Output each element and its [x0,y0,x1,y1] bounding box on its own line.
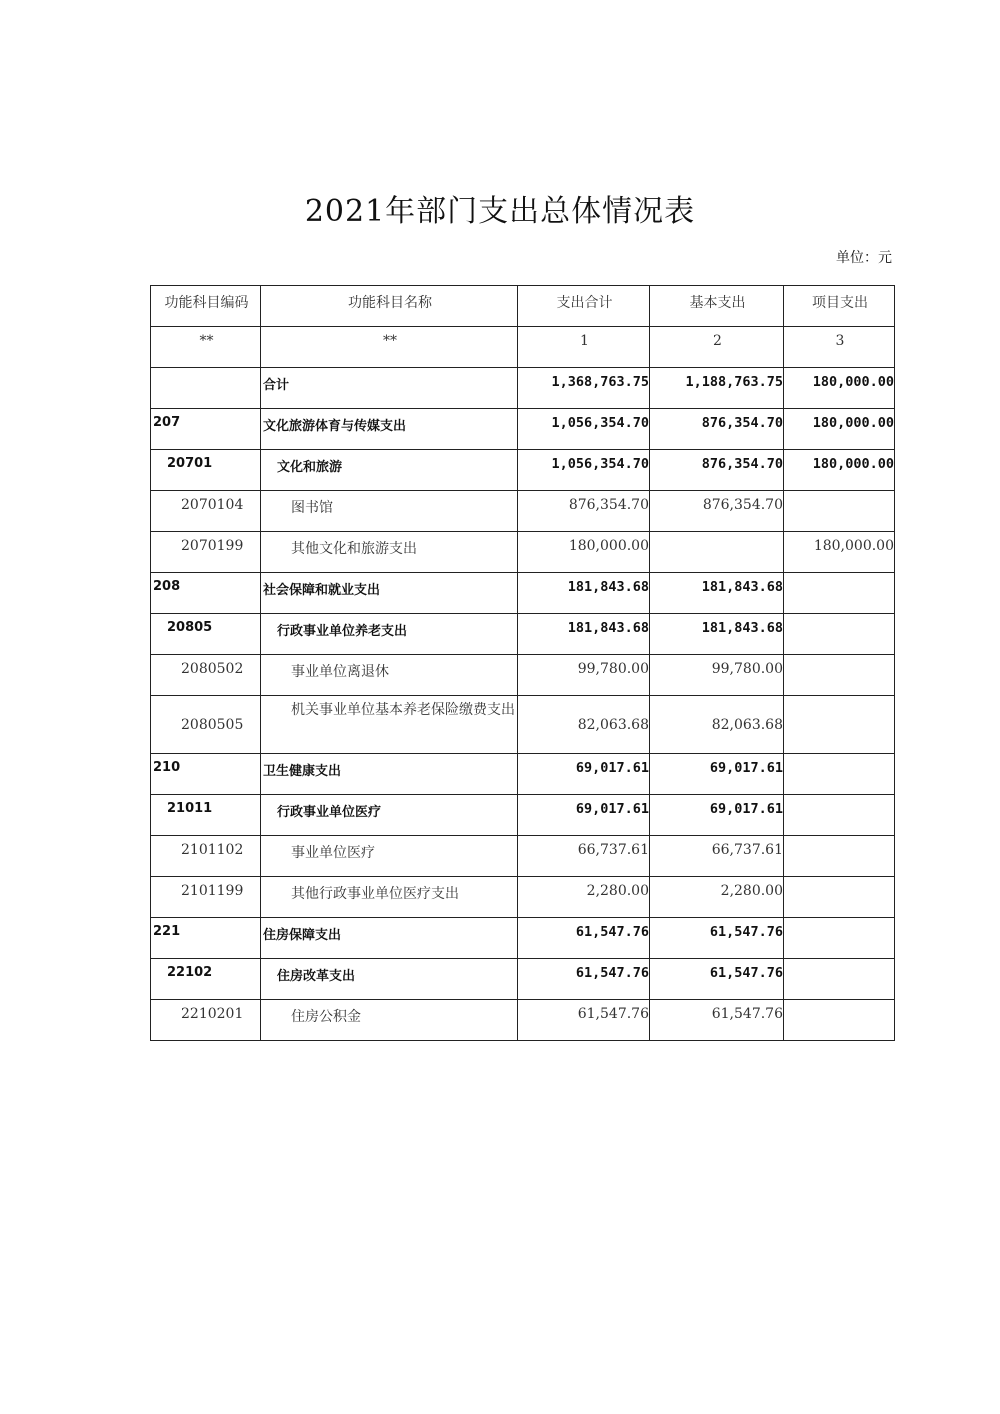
cell-total: 99,780.00 [518,655,650,696]
cell-basic: 99,780.00 [650,655,784,696]
cell-code: 210 [151,754,261,795]
table-row [151,696,895,754]
cell-name: 事业单位医疗 [261,836,518,877]
cell-name: 其他行政事业单位医疗支出 [261,877,518,918]
subheader-basic: 2 [650,327,784,368]
table-row [151,918,895,959]
cell-total: 876,354.70 [518,491,650,532]
cell-total: 61,547.76 [518,918,650,959]
cell-name: 文化和旅游 [261,450,518,491]
cell-basic: 82,063.68 [650,696,784,754]
table-row [151,836,895,877]
header-total: 支出合计 [518,286,650,327]
subheader-project: 3 [784,327,895,368]
unit-label: 单位：元 [836,250,892,266]
cell-project [784,754,895,795]
cell-code: 207 [151,409,261,450]
cell-name: 卫生健康支出 [261,754,518,795]
cell-name: 社会保障和就业支出 [261,573,518,614]
cell-total: 1,368,763.75 [518,368,650,409]
cell-basic: 66,737.61 [650,836,784,877]
cell-project: 180,000.00 [784,368,895,409]
cell-code: 20701 [151,450,261,491]
table-row [151,655,895,696]
cell-name: 住房公积金 [261,1000,518,1041]
cell-basic: 876,354.70 [650,491,784,532]
cell-project [784,795,895,836]
cell-total: 82,063.68 [518,696,650,754]
cell-basic: 876,354.70 [650,450,784,491]
cell-basic: 61,547.76 [650,959,784,1000]
cell-basic: 69,017.61 [650,754,784,795]
cell-project [784,655,895,696]
cell-code: 2210201 [151,1000,261,1041]
cell-basic: 876,354.70 [650,409,784,450]
header-basic: 基本支出 [650,286,784,327]
cell-name: 住房保障支出 [261,918,518,959]
cell-project: 180,000.00 [784,532,895,573]
cell-basic: 181,843.68 [650,614,784,655]
table-row [151,368,895,409]
cell-name: 事业单位离退休 [261,655,518,696]
cell-project [784,696,895,754]
cell-project: 180,000.00 [784,450,895,491]
cell-project [784,1000,895,1041]
cell-basic: 1,188,763.75 [650,368,784,409]
table-row [151,1000,895,1041]
table-row [151,614,895,655]
cell-code: 2070199 [151,532,261,573]
cell-total: 69,017.61 [518,754,650,795]
cell-project [784,614,895,655]
table-header-row [151,286,895,327]
cell-code: 21011 [151,795,261,836]
table-row [151,795,895,836]
cell-code: 22102 [151,959,261,1000]
cell-total: 61,547.76 [518,959,650,1000]
expenditure-table [150,285,895,1041]
subheader-name: ** [261,327,518,368]
cell-basic: 2,280.00 [650,877,784,918]
table-row [151,754,895,795]
cell-total: 1,056,354.70 [518,450,650,491]
cell-basic: 61,547.76 [650,1000,784,1041]
cell-total: 181,843.68 [518,614,650,655]
cell-name: 行政事业单位医疗 [261,795,518,836]
cell-code: 2101102 [151,836,261,877]
cell-code: 208 [151,573,261,614]
subheader-total: 1 [518,327,650,368]
table-row [151,491,895,532]
cell-total: 69,017.61 [518,795,650,836]
table-subheader-row [151,327,895,368]
cell-code: 2080505 [151,696,261,754]
cell-basic: 181,843.68 [650,573,784,614]
table-row [151,959,895,1000]
table-row [151,877,895,918]
cell-project: 180,000.00 [784,409,895,450]
cell-project [784,491,895,532]
cell-project [784,573,895,614]
cell-project [784,918,895,959]
page-title: 2021年部门支出总体情况表 [304,194,696,229]
cell-name: 机关事业单位基本养老保险缴费支出 [261,696,518,754]
cell-total: 66,737.61 [518,836,650,877]
cell-name: 文化旅游体育与传媒支出 [261,409,518,450]
cell-name: 合计 [261,368,518,409]
cell-name: 其他文化和旅游支出 [261,532,518,573]
cell-project [784,959,895,1000]
cell-total: 2,280.00 [518,877,650,918]
header-name: 功能科目名称 [261,286,518,327]
cell-name: 住房改革支出 [261,959,518,1000]
cell-total: 181,843.68 [518,573,650,614]
cell-code [151,368,261,409]
table-row [151,532,895,573]
cell-total: 61,547.76 [518,1000,650,1041]
cell-total: 1,056,354.70 [518,409,650,450]
cell-name: 图书馆 [261,491,518,532]
table-row [151,409,895,450]
cell-project [784,836,895,877]
table-row [151,573,895,614]
subheader-code: ** [151,327,261,368]
cell-code: 2080502 [151,655,261,696]
header-code: 功能科目编码 [151,286,261,327]
cell-total: 180,000.00 [518,532,650,573]
cell-basic: 69,017.61 [650,795,784,836]
cell-project [784,877,895,918]
cell-code: 2101199 [151,877,261,918]
table-row [151,450,895,491]
cell-code: 221 [151,918,261,959]
cell-code: 2070104 [151,491,261,532]
cell-basic [650,532,784,573]
cell-code: 20805 [151,614,261,655]
cell-basic: 61,547.76 [650,918,784,959]
cell-name: 行政事业单位养老支出 [261,614,518,655]
header-project: 项目支出 [784,286,895,327]
